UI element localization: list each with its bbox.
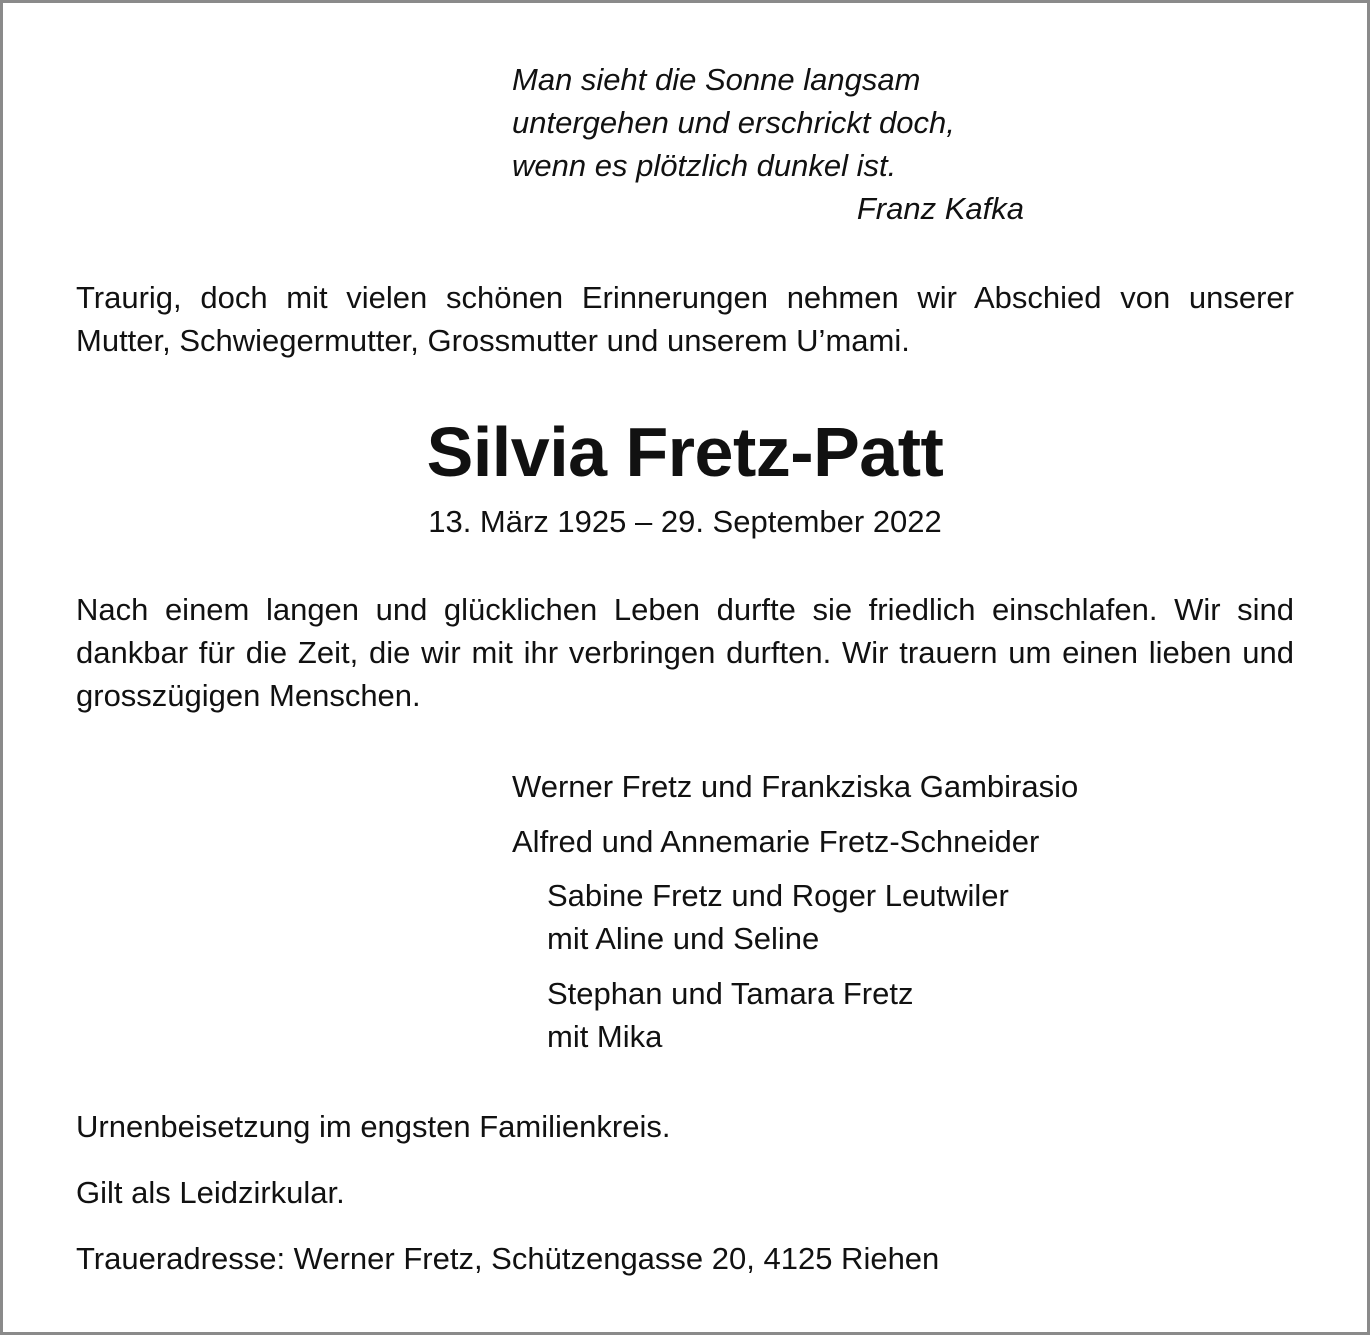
mourner-line: Alfred und Annemarie Fretz-Schneider bbox=[512, 824, 1040, 859]
burial-note: Urnenbeisetzung im engsten Familienkreis. bbox=[76, 1109, 671, 1144]
quote-author: Franz Kafka bbox=[856, 191, 1024, 226]
circular-note: Gilt als Leidzirkular. bbox=[76, 1175, 345, 1210]
quote-line: untergehen und erschrickt doch, bbox=[512, 105, 955, 140]
grandchild-names: Stephan und Tamara Fretz bbox=[547, 976, 914, 1011]
deceased-name: Silvia Fretz-Patt bbox=[426, 413, 944, 491]
body-paragraph: Nach einem langen und glücklichen Leben durfte sie friedlich einschlafen. Wir sind dankbar für die Zeit, die wir mit ihr verbringen durften. Wir trauern um einen lieben und grosszügigen Menschen. bbox=[76, 592, 1294, 713]
intro-paragraph: Traurig, doch mit vielen schönen Erinnerungen nehmen wir Abschied von unserer Mutter, Schwiegermutter, Grossmutter und unserem U’mami. bbox=[76, 280, 1294, 358]
mourner-line: Werner Fretz und Frankziska Gambirasio bbox=[512, 769, 1079, 804]
grandchild-group bbox=[547, 972, 913, 1058]
mourning-address: Traueradresse: Werner Fretz, Schützengasse 20, 4125 Riehen bbox=[76, 1241, 940, 1276]
quote-line: wenn es plötzlich dunkel ist. bbox=[512, 148, 897, 183]
grandchild-group bbox=[547, 874, 1009, 960]
great-grandchildren: mit Mika bbox=[547, 1019, 663, 1054]
quote-line: Man sieht die Sonne langsam bbox=[512, 62, 921, 97]
life-dates: 13. März 1925 – 29. September 2022 bbox=[428, 504, 942, 539]
kafka-quote bbox=[512, 58, 1032, 230]
grandchild-names: Sabine Fretz und Roger Leutwiler bbox=[547, 878, 1009, 913]
great-grandchildren: mit Aline und Seline bbox=[547, 921, 820, 956]
